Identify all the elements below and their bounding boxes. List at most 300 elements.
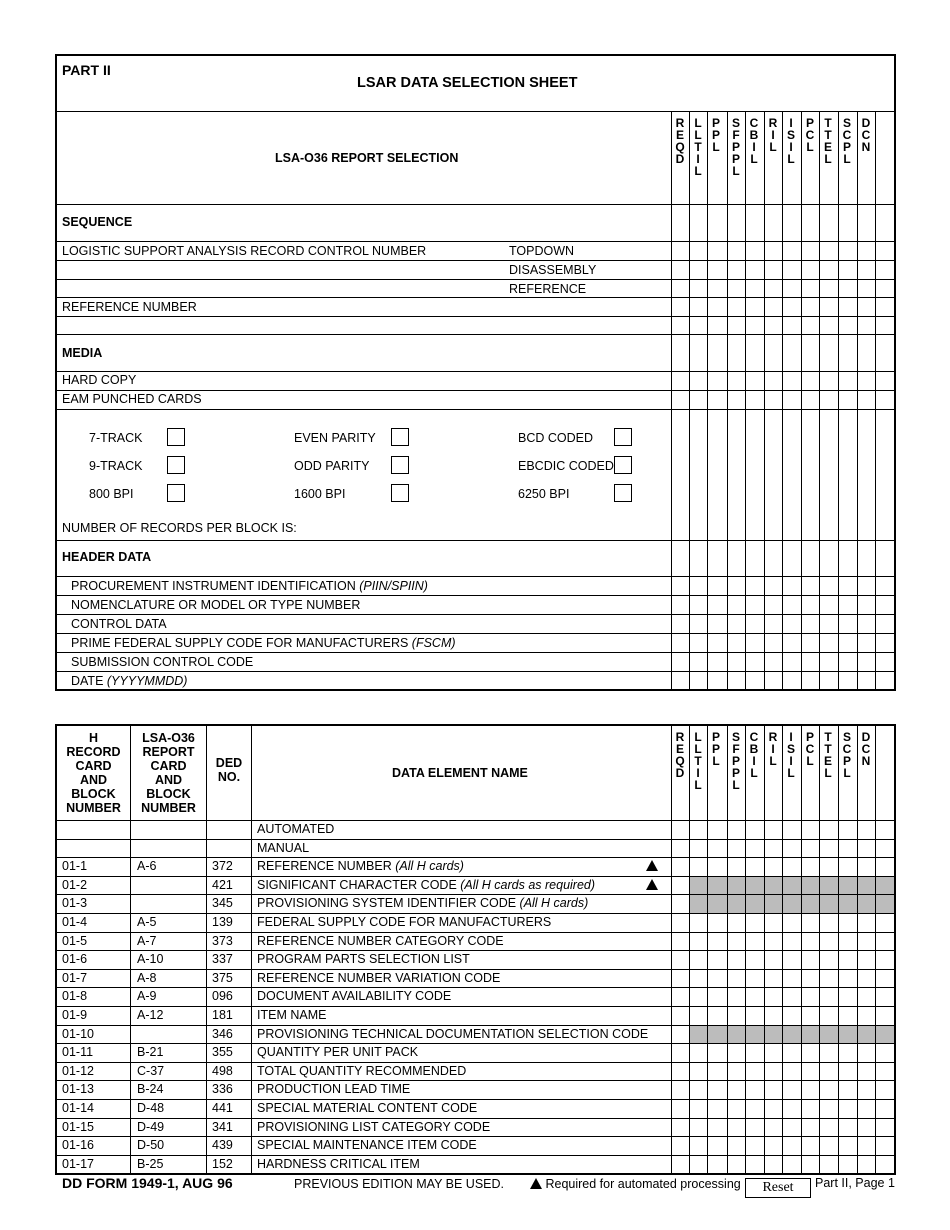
selection-cell[interactable] [765,821,782,839]
selection-cell[interactable] [802,298,819,316]
selection-cell[interactable] [820,261,838,279]
selection-cell[interactable] [839,1119,857,1137]
selection-cell[interactable] [746,970,764,988]
selection-cell[interactable] [783,391,801,409]
selection-cell[interactable] [690,615,707,633]
selection-cell[interactable] [746,391,764,409]
selection-cell[interactable] [858,1137,875,1155]
selection-cell[interactable] [728,1119,745,1137]
selection-cell[interactable] [839,615,857,633]
selection-cell[interactable] [858,821,875,839]
selection-cell[interactable] [690,1100,707,1118]
selection-cell[interactable] [839,1007,857,1025]
selection-cell[interactable] [820,242,838,260]
selection-cell[interactable] [690,858,707,876]
selection-cell[interactable] [746,242,764,260]
selection-cell[interactable] [690,821,707,839]
selection-cell[interactable] [802,840,819,858]
selection-cell[interactable] [746,298,764,316]
selection-cell[interactable] [728,1081,745,1099]
selection-cell[interactable] [820,577,838,595]
selection-cell[interactable] [672,933,689,951]
selection-cell[interactable] [672,1137,689,1155]
selection-cell[interactable] [783,577,801,595]
selection-cell[interactable] [839,1100,857,1118]
selection-cell[interactable] [672,391,689,409]
selection-cell[interactable] [672,261,689,279]
selection-cell[interactable] [672,672,689,689]
selection-cell[interactable] [802,1137,819,1155]
selection-cell[interactable] [802,1100,819,1118]
selection-cell[interactable] [839,577,857,595]
selection-cell[interactable] [690,1119,707,1137]
selection-cell[interactable] [746,596,764,614]
selection-cell[interactable] [765,1119,782,1137]
selection-cell[interactable] [672,298,689,316]
selection-cell[interactable] [672,577,689,595]
selection-cell[interactable] [783,615,801,633]
selection-cell[interactable] [672,1119,689,1137]
selection-cell[interactable] [820,821,838,839]
bpi800-checkbox[interactable] [167,484,185,502]
selection-cell[interactable] [728,280,745,297]
selection-cell[interactable] [765,298,782,316]
selection-cell[interactable] [728,970,745,988]
selection-cell[interactable] [802,933,819,951]
selection-cell[interactable] [708,1081,727,1099]
selection-cell[interactable] [839,634,857,652]
selection-cell[interactable] [858,615,875,633]
selection-cell[interactable] [672,634,689,652]
selection-cell[interactable] [820,615,838,633]
selection-cell[interactable] [858,653,875,671]
selection-cell[interactable] [820,634,838,652]
selection-cell[interactable] [820,280,838,297]
selection-cell[interactable] [858,858,875,876]
selection-cell[interactable] [672,895,689,913]
selection-cell[interactable] [858,840,875,858]
selection-cell[interactable] [690,391,707,409]
selection-cell[interactable] [820,372,838,390]
selection-cell[interactable] [708,615,727,633]
selection-cell[interactable] [783,261,801,279]
selection-cell[interactable] [802,653,819,671]
selection-cell[interactable] [728,372,745,390]
selection-cell[interactable] [708,1063,727,1081]
selection-cell[interactable] [690,988,707,1006]
selection-cell[interactable] [839,672,857,689]
selection-cell[interactable] [783,596,801,614]
selection-cell[interactable] [820,1081,838,1099]
selection-cell[interactable] [728,951,745,969]
selection-cell[interactable] [708,840,727,858]
selection-cell[interactable] [783,280,801,297]
selection-cell[interactable] [783,1063,801,1081]
selection-cell[interactable] [708,933,727,951]
selection-cell[interactable] [690,280,707,297]
selection-cell[interactable] [783,1137,801,1155]
selection-cell[interactable] [672,242,689,260]
selection-cell[interactable] [765,261,782,279]
selection-cell[interactable] [820,858,838,876]
selection-cell[interactable] [672,1007,689,1025]
selection-cell[interactable] [783,840,801,858]
selection-cell[interactable] [765,653,782,671]
selection-cell[interactable] [746,634,764,652]
reset-button[interactable]: Reset [745,1178,811,1198]
selection-cell[interactable] [728,914,745,932]
selection-cell[interactable] [690,951,707,969]
selection-cell[interactable] [783,1156,801,1174]
selection-cell[interactable] [708,577,727,595]
selection-cell[interactable] [708,298,727,316]
selection-cell[interactable] [708,261,727,279]
selection-cell[interactable] [690,372,707,390]
selection-cell[interactable] [746,1007,764,1025]
selection-cell[interactable] [746,840,764,858]
selection-cell[interactable] [783,821,801,839]
selection-cell[interactable] [728,298,745,316]
selection-cell[interactable] [765,372,782,390]
selection-cell[interactable] [802,988,819,1006]
selection-cell[interactable] [765,970,782,988]
selection-cell[interactable] [858,933,875,951]
selection-cell[interactable] [858,914,875,932]
selection-cell[interactable] [746,280,764,297]
selection-cell[interactable] [672,821,689,839]
selection-cell[interactable] [746,1081,764,1099]
selection-cell[interactable] [858,1063,875,1081]
bcd-coded-checkbox[interactable] [614,428,632,446]
selection-cell[interactable] [746,933,764,951]
track7-checkbox[interactable] [167,428,185,446]
selection-cell[interactable] [858,242,875,260]
selection-cell[interactable] [672,970,689,988]
selection-cell[interactable] [708,821,727,839]
selection-cell[interactable] [783,1081,801,1099]
selection-cell[interactable] [690,1156,707,1174]
selection-cell[interactable] [708,1156,727,1174]
selection-cell[interactable] [820,914,838,932]
selection-cell[interactable] [728,840,745,858]
selection-cell[interactable] [690,653,707,671]
selection-cell[interactable] [839,1156,857,1174]
selection-cell[interactable] [765,858,782,876]
selection-cell[interactable] [802,951,819,969]
selection-cell[interactable] [672,1063,689,1081]
selection-cell[interactable] [858,372,875,390]
selection-cell[interactable] [746,1063,764,1081]
selection-cell[interactable] [858,298,875,316]
selection-cell[interactable] [728,1100,745,1118]
selection-cell[interactable] [858,1100,875,1118]
selection-cell[interactable] [690,596,707,614]
selection-cell[interactable] [820,596,838,614]
selection-cell[interactable] [708,858,727,876]
selection-cell[interactable] [728,933,745,951]
selection-cell[interactable] [746,821,764,839]
selection-cell[interactable] [783,672,801,689]
selection-cell[interactable] [672,951,689,969]
selection-cell[interactable] [746,261,764,279]
selection-cell[interactable] [858,951,875,969]
selection-cell[interactable] [690,970,707,988]
selection-cell[interactable] [708,988,727,1006]
selection-cell[interactable] [746,653,764,671]
selection-cell[interactable] [708,1119,727,1137]
selection-cell[interactable] [802,914,819,932]
selection-cell[interactable] [820,672,838,689]
selection-cell[interactable] [708,653,727,671]
selection-cell[interactable] [820,1007,838,1025]
selection-cell[interactable] [708,280,727,297]
selection-cell[interactable] [858,1044,875,1062]
selection-cell[interactable] [858,261,875,279]
selection-cell[interactable] [746,858,764,876]
selection-cell[interactable] [708,1100,727,1118]
selection-cell[interactable] [690,1081,707,1099]
bpi6250-checkbox[interactable] [614,484,632,502]
selection-cell[interactable] [746,615,764,633]
selection-cell[interactable] [746,1100,764,1118]
selection-cell[interactable] [802,1156,819,1174]
selection-cell[interactable] [672,615,689,633]
selection-cell[interactable] [672,280,689,297]
selection-cell[interactable] [858,970,875,988]
selection-cell[interactable] [839,970,857,988]
selection-cell[interactable] [802,672,819,689]
selection-cell[interactable] [708,242,727,260]
selection-cell[interactable] [783,634,801,652]
selection-cell[interactable] [802,372,819,390]
selection-cell[interactable] [858,577,875,595]
selection-cell[interactable] [765,1137,782,1155]
ebcdic-coded-checkbox[interactable] [614,456,632,474]
selection-cell[interactable] [728,1044,745,1062]
selection-cell[interactable] [765,1081,782,1099]
selection-cell[interactable] [690,1063,707,1081]
selection-cell[interactable] [820,1100,838,1118]
selection-cell[interactable] [728,391,745,409]
selection-cell[interactable] [765,988,782,1006]
bpi1600-checkbox[interactable] [391,484,409,502]
selection-cell[interactable] [839,951,857,969]
selection-cell[interactable] [858,280,875,297]
selection-cell[interactable] [765,951,782,969]
selection-cell[interactable] [802,615,819,633]
selection-cell[interactable] [839,1063,857,1081]
selection-cell[interactable] [690,261,707,279]
selection-cell[interactable] [672,914,689,932]
selection-cell[interactable] [802,596,819,614]
selection-cell[interactable] [820,1137,838,1155]
selection-cell[interactable] [858,1081,875,1099]
selection-cell[interactable] [820,653,838,671]
selection-cell[interactable] [746,951,764,969]
selection-cell[interactable] [746,577,764,595]
selection-cell[interactable] [839,914,857,932]
selection-cell[interactable] [690,577,707,595]
selection-cell[interactable] [765,840,782,858]
odd-parity-checkbox[interactable] [391,456,409,474]
selection-cell[interactable] [708,914,727,932]
selection-cell[interactable] [783,1007,801,1025]
selection-cell[interactable] [802,1119,819,1137]
selection-cell[interactable] [765,1063,782,1081]
selection-cell[interactable] [690,1007,707,1025]
selection-cell[interactable] [728,577,745,595]
selection-cell[interactable] [765,1007,782,1025]
selection-cell[interactable] [783,951,801,969]
selection-cell[interactable] [839,298,857,316]
selection-cell[interactable] [820,391,838,409]
selection-cell[interactable] [708,372,727,390]
selection-cell[interactable] [765,933,782,951]
selection-cell[interactable] [690,1137,707,1155]
selection-cell[interactable] [728,242,745,260]
selection-cell[interactable] [708,951,727,969]
selection-cell[interactable] [802,970,819,988]
selection-cell[interactable] [690,840,707,858]
selection-cell[interactable] [783,372,801,390]
selection-cell[interactable] [839,596,857,614]
selection-cell[interactable] [783,242,801,260]
selection-cell[interactable] [820,298,838,316]
selection-cell[interactable] [746,1137,764,1155]
selection-cell[interactable] [765,672,782,689]
selection-cell[interactable] [839,933,857,951]
selection-cell[interactable] [765,280,782,297]
selection-cell[interactable] [783,1119,801,1137]
selection-cell[interactable] [690,914,707,932]
selection-cell[interactable] [690,242,707,260]
selection-cell[interactable] [783,858,801,876]
selection-cell[interactable] [783,1100,801,1118]
selection-cell[interactable] [672,1156,689,1174]
selection-cell[interactable] [783,1044,801,1062]
selection-cell[interactable] [820,970,838,988]
selection-cell[interactable] [728,615,745,633]
selection-cell[interactable] [820,1044,838,1062]
selection-cell[interactable] [858,1119,875,1137]
selection-cell[interactable] [765,1100,782,1118]
selection-cell[interactable] [839,391,857,409]
selection-cell[interactable] [672,840,689,858]
selection-cell[interactable] [802,280,819,297]
selection-cell[interactable] [839,1137,857,1155]
selection-cell[interactable] [839,858,857,876]
selection-cell[interactable] [746,372,764,390]
selection-cell[interactable] [728,261,745,279]
selection-cell[interactable] [708,672,727,689]
selection-cell[interactable] [839,280,857,297]
selection-cell[interactable] [708,391,727,409]
selection-cell[interactable] [783,933,801,951]
selection-cell[interactable] [728,596,745,614]
selection-cell[interactable] [672,1081,689,1099]
selection-cell[interactable] [858,391,875,409]
selection-cell[interactable] [802,577,819,595]
selection-cell[interactable] [820,988,838,1006]
selection-cell[interactable] [802,1044,819,1062]
selection-cell[interactable] [820,1156,838,1174]
selection-cell[interactable] [728,858,745,876]
selection-cell[interactable] [746,672,764,689]
selection-cell[interactable] [672,1100,689,1118]
selection-cell[interactable] [858,596,875,614]
selection-cell[interactable] [672,372,689,390]
selection-cell[interactable] [802,1063,819,1081]
selection-cell[interactable] [839,821,857,839]
selection-cell[interactable] [690,1044,707,1062]
selection-cell[interactable] [802,1081,819,1099]
selection-cell[interactable] [783,653,801,671]
selection-cell[interactable] [690,672,707,689]
selection-cell[interactable] [690,933,707,951]
selection-cell[interactable] [765,242,782,260]
selection-cell[interactable] [783,988,801,1006]
selection-cell[interactable] [765,1044,782,1062]
selection-cell[interactable] [746,1156,764,1174]
selection-cell[interactable] [672,1044,689,1062]
selection-cell[interactable] [858,1156,875,1174]
selection-cell[interactable] [839,1044,857,1062]
selection-cell[interactable] [820,933,838,951]
selection-cell[interactable] [672,858,689,876]
selection-cell[interactable] [708,596,727,614]
selection-cell[interactable] [728,988,745,1006]
selection-cell[interactable] [708,1007,727,1025]
selection-cell[interactable] [802,858,819,876]
selection-cell[interactable] [858,1007,875,1025]
selection-cell[interactable] [820,1119,838,1137]
selection-cell[interactable] [802,391,819,409]
selection-cell[interactable] [728,672,745,689]
selection-cell[interactable] [839,840,857,858]
selection-cell[interactable] [802,242,819,260]
selection-cell[interactable] [708,634,727,652]
selection-cell[interactable] [783,298,801,316]
selection-cell[interactable] [690,634,707,652]
selection-cell[interactable] [765,615,782,633]
selection-cell[interactable] [765,577,782,595]
selection-cell[interactable] [802,821,819,839]
selection-cell[interactable] [746,914,764,932]
selection-cell[interactable] [820,840,838,858]
selection-cell[interactable] [802,1007,819,1025]
selection-cell[interactable] [802,634,819,652]
selection-cell[interactable] [765,391,782,409]
selection-cell[interactable] [839,261,857,279]
selection-cell[interactable] [728,821,745,839]
selection-cell[interactable] [839,988,857,1006]
selection-cell[interactable] [708,1137,727,1155]
selection-cell[interactable] [858,634,875,652]
selection-cell[interactable] [672,877,689,895]
selection-cell[interactable] [765,1156,782,1174]
track9-checkbox[interactable] [167,456,185,474]
even-parity-checkbox[interactable] [391,428,409,446]
selection-cell[interactable] [672,653,689,671]
selection-cell[interactable] [728,1063,745,1081]
selection-cell[interactable] [783,970,801,988]
selection-cell[interactable] [858,988,875,1006]
selection-cell[interactable] [728,653,745,671]
selection-cell[interactable] [672,596,689,614]
selection-cell[interactable] [708,970,727,988]
selection-cell[interactable] [672,1026,689,1044]
selection-cell[interactable] [728,634,745,652]
